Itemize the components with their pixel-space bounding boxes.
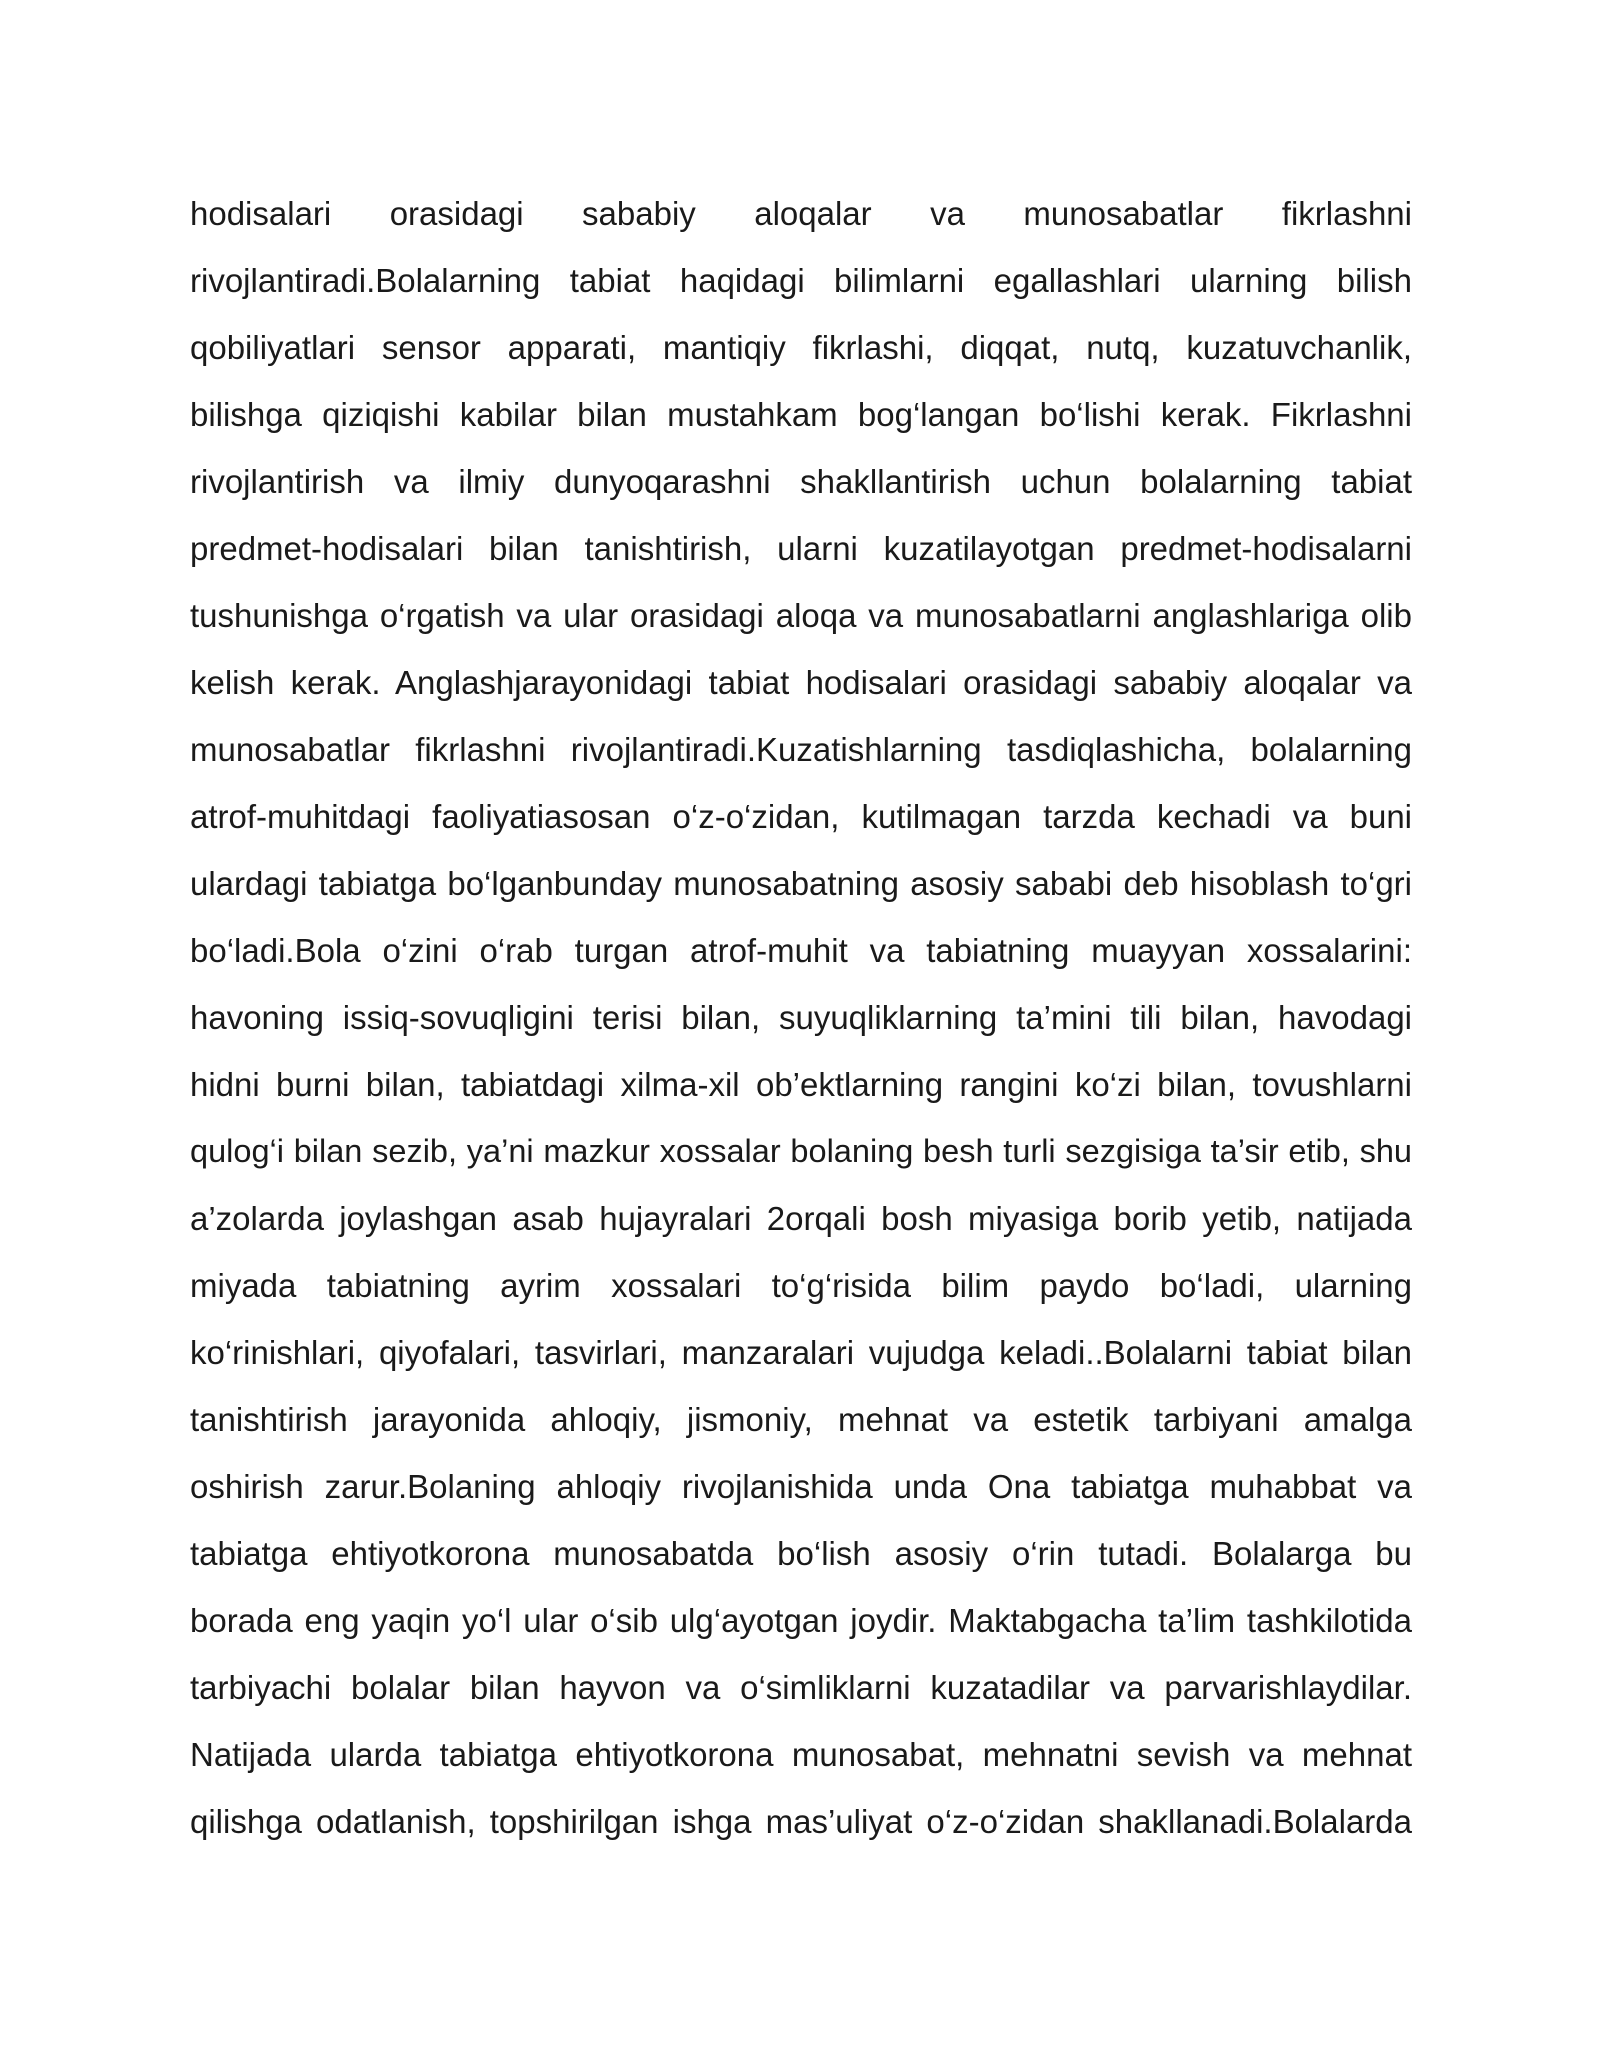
text-line-23: tarbiyachi bolalar bilan hayvon va o‘simliklarni kuzatadilar va parvarishlaydilar. bbox=[190, 1669, 1412, 1706]
text-line-2: rivojlantiradi.Bolalarning tabiat haqidagi bilimlarni egallashlari ularning bilish bbox=[190, 262, 1412, 299]
text-line-1: hodisalari orasidagi sababiy aloqalar va munosabatlar fikrlashni bbox=[190, 195, 1412, 232]
text-line-9: munosabatlar fikrlashni rivojlantiradi.Kuzatishlarning tasdiqlashicha, bolalarning bbox=[190, 731, 1412, 768]
text-line-24: Natijada ularda tabiatga ehtiyotkorona munosabat, mehnatni sevish va mehnat bbox=[190, 1736, 1412, 1773]
text-line-21: tabiatga ehtiyotkorona munosabatda bo‘lish asosiy o‘rin tutadi. Bolalarga bu bbox=[190, 1535, 1412, 1572]
text-line-25: qilishga odatlanish, topshirilgan ishga mas’uliyat o‘z-o‘zidan shakllanadi.Bolalarda bbox=[190, 1803, 1412, 1840]
text-line-17: miyada tabiatning ayrim xossalari to‘g‘risida bilim paydo bo‘ladi, ularning bbox=[190, 1267, 1412, 1304]
text-line-5: rivojlantirish va ilmiy dunyoqarashni shakllantirish uchun bolalarning tabiat bbox=[190, 463, 1412, 500]
text-line-4: bilishga qiziqishi kabilar bilan mustahkam bog‘langan bo‘lishi kerak. Fikrlashni bbox=[190, 396, 1412, 433]
text-line-12: bo‘ladi.Bola o‘zini o‘rab turgan atrof-muhit va tabiatning muayyan xossalarini: bbox=[190, 932, 1412, 969]
body-paragraph bbox=[190, 180, 1412, 1855]
text-line-16: a’zolarda joylashgan asab hujayralari 2orqali bosh miyasiga borib yetib, natijada bbox=[190, 1200, 1412, 1237]
text-line-20: oshirish zarur.Bolaning ahloqiy rivojlanishida unda Ona tabiatga muhabbat va bbox=[190, 1468, 1412, 1505]
text-line-13: havoning issiq-sovuqligini terisi bilan, suyuqliklarning ta’mini tili bilan, havodagi bbox=[190, 999, 1412, 1036]
text-line-19: tanishtirish jarayonida ahloqiy, jismoniy, mehnat va estetik tarbiyani amalga bbox=[190, 1401, 1412, 1438]
text-line-7: tushunishga o‘rgatish va ular orasidagi aloqa va munosabatlarni anglashlariga olib bbox=[190, 597, 1412, 634]
text-line-3: qobiliyatlari sensor apparati, mantiqiy fikrlashi, diqqat, nutq, kuzatuvchanlik, bbox=[190, 329, 1412, 366]
text-line-15: qulog‘i bilan sezib, ya’ni mazkur xossalar bolaning besh turli sezgisiga ta’sir etib, shu bbox=[190, 1133, 1412, 1169]
text-line-6: predmet-hodisalari bilan tanishtirish, ularni kuzatilayotgan predmet-hodisalarni bbox=[190, 530, 1412, 567]
text-line-14: hidni burni bilan, tabiatdagi xilma-xil ob’ektlarning rangini ko‘zi bilan, tovushlarni bbox=[190, 1066, 1412, 1103]
text-line-11: ulardagi tabiatga bo‘lganbunday munosabatning asosiy sababi deb hisoblash to‘gri bbox=[190, 865, 1412, 902]
text-line-18: ko‘rinishlari, qiyofalari, tasvirlari, manzaralari vujudga keladi..Bolalarni tabiat bilan bbox=[190, 1334, 1412, 1371]
text-line-22: borada eng yaqin yo‘l ular o‘sib ulg‘ayotgan joydir. Maktabgacha ta’lim tashkilotida bbox=[190, 1602, 1412, 1639]
text-line-10: atrof-muhitdagi faoliyatiasosan o‘z-o‘zidan, kutilmagan tarzda kechadi va buni bbox=[190, 798, 1412, 835]
text-line-8: kelish kerak. Anglashjarayonidagi tabiat hodisalari orasidagi sababiy aloqalar va bbox=[190, 664, 1412, 701]
